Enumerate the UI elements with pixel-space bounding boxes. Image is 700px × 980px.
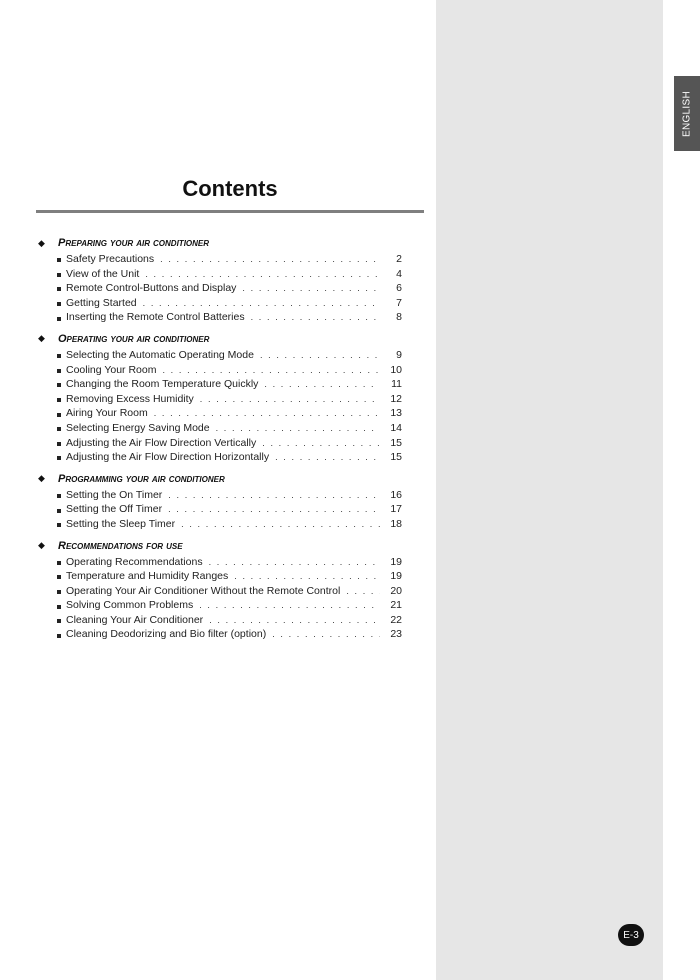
entry-label: Cooling Your Room — [66, 363, 157, 376]
page-title: Contents — [182, 176, 278, 201]
dot-leader — [272, 629, 380, 639]
entry-page: 6 — [396, 282, 402, 295]
toc-section — [38, 539, 402, 644]
entry-page: 19 — [390, 570, 402, 583]
page-number-badge: E-3 — [618, 924, 644, 946]
dot-leader — [275, 452, 380, 462]
entry-label: Operating Recommendations — [66, 555, 203, 568]
title-divider — [36, 210, 424, 213]
dot-leader — [209, 557, 380, 567]
toc-entry[interactable] — [38, 311, 402, 326]
square-bullet-icon — [57, 258, 61, 262]
dot-leader — [216, 423, 380, 433]
diamond-bullet-icon: ◆ — [38, 473, 45, 484]
diamond-bullet-icon: ◆ — [38, 333, 45, 344]
entry-label: Remote Control-Buttons and Display — [66, 282, 237, 295]
entry-page: 15 — [390, 436, 402, 449]
dot-leader — [143, 298, 380, 308]
square-bullet-icon — [57, 494, 61, 498]
entry-page: 18 — [390, 517, 402, 530]
entry-page: 15 — [390, 451, 402, 464]
square-bullet-icon — [57, 575, 61, 579]
toc-entry[interactable] — [38, 407, 402, 422]
toc-entry[interactable] — [38, 364, 402, 379]
square-bullet-icon — [57, 523, 61, 527]
entry-page: 9 — [396, 348, 402, 361]
entry-page: 21 — [390, 599, 402, 612]
square-bullet-icon — [57, 427, 61, 431]
entry-label: Safety Precautions — [66, 253, 155, 265]
section-title: Programming your air conditioner — [58, 472, 225, 485]
toc-entry[interactable] — [38, 349, 402, 364]
entry-page: 23 — [390, 628, 402, 641]
entry-page: 13 — [390, 407, 402, 420]
side-panel — [436, 0, 663, 980]
dot-leader — [168, 504, 380, 514]
diamond-bullet-icon: ◆ — [38, 540, 45, 550]
square-bullet-icon — [57, 287, 61, 291]
dot-leader — [200, 394, 380, 404]
section-heading — [38, 472, 402, 486]
entry-label: Changing the Room Temperature Quickly — [66, 378, 259, 391]
square-bullet-icon — [57, 442, 61, 446]
entry-page: 12 — [390, 392, 402, 405]
square-bullet-icon — [57, 273, 61, 277]
square-bullet-icon — [57, 509, 61, 513]
entry-label: Airing Your Room — [66, 407, 148, 420]
section-title: Preparing your air conditioner — [58, 237, 210, 249]
toc-entry[interactable] — [38, 518, 402, 533]
section-title: Operating your air conditioner — [58, 332, 210, 345]
toc-entry[interactable] — [38, 570, 402, 585]
entry-label: Solving Common Problems — [66, 599, 194, 612]
toc-entry[interactable] — [38, 393, 402, 408]
square-bullet-icon — [57, 561, 61, 565]
entry-page: 4 — [396, 267, 402, 280]
square-bullet-icon — [57, 383, 61, 387]
toc-section — [38, 332, 402, 466]
dot-leader — [260, 350, 380, 360]
dot-leader — [162, 365, 380, 375]
entry-page: 14 — [390, 421, 402, 434]
entry-page: 22 — [390, 613, 402, 626]
section-heading — [38, 332, 402, 346]
entry-label: Setting the On Timer — [66, 488, 163, 501]
entry-page: 10 — [390, 363, 402, 376]
entry-page: 20 — [390, 584, 402, 597]
entry-label: Temperature and Humidity Ranges — [66, 570, 229, 583]
dot-leader — [234, 571, 380, 581]
toc-entry[interactable] — [38, 378, 402, 393]
toc-entry[interactable] — [38, 503, 402, 518]
dot-leader — [160, 254, 380, 264]
entry-page: 17 — [390, 503, 402, 516]
entry-label: View of the Unit — [66, 267, 140, 280]
entry-label: Operating Your Air Conditioner Without the Remote Control — [66, 584, 341, 597]
entry-label: Getting Started — [66, 296, 137, 309]
toc-section — [38, 472, 402, 533]
toc-entry[interactable] — [38, 297, 402, 312]
entry-page: 19 — [390, 555, 402, 568]
dot-leader — [168, 490, 380, 500]
toc-entry[interactable] — [38, 422, 402, 437]
section-title: Recommendations for use — [58, 539, 183, 552]
entry-page: 8 — [396, 311, 402, 324]
square-bullet-icon — [57, 590, 61, 594]
table-of-contents — [38, 236, 402, 649]
toc-entry[interactable] — [38, 556, 402, 571]
dot-leader — [251, 312, 380, 322]
toc-entry[interactable] — [38, 628, 402, 643]
toc-entry[interactable] — [38, 451, 402, 466]
entry-label: Selecting the Automatic Operating Mode — [66, 348, 254, 361]
dot-leader — [346, 586, 380, 596]
toc-entry[interactable] — [38, 599, 402, 614]
square-bullet-icon — [57, 605, 61, 609]
dot-leader — [199, 600, 380, 610]
dot-leader — [262, 438, 380, 448]
square-bullet-icon — [57, 369, 61, 373]
entry-page: 2 — [396, 253, 402, 265]
dot-leader — [154, 408, 380, 418]
toc-entry[interactable] — [38, 253, 402, 268]
dot-leader — [145, 269, 380, 279]
toc-entry[interactable] — [38, 489, 402, 504]
dot-leader — [264, 379, 380, 389]
dot-leader — [242, 283, 380, 293]
toc-entry[interactable] — [38, 585, 402, 600]
square-bullet-icon — [57, 398, 61, 402]
square-bullet-icon — [57, 302, 61, 306]
square-bullet-icon — [57, 634, 61, 638]
entry-label: Adjusting the Air Flow Direction Vertically — [66, 436, 257, 449]
toc-entry[interactable] — [38, 437, 402, 452]
square-bullet-icon — [57, 456, 61, 460]
square-bullet-icon — [57, 354, 61, 358]
entry-page: 7 — [396, 296, 402, 309]
square-bullet-icon — [57, 619, 61, 623]
section-heading — [38, 236, 402, 250]
entry-label: Adjusting the Air Flow Direction Horizontally — [66, 451, 270, 464]
entry-label: Setting the Off Timer — [66, 503, 163, 516]
toc-section — [38, 236, 402, 326]
language-tab[interactable] — [674, 76, 700, 151]
dot-leader — [181, 519, 380, 529]
toc-entry[interactable] — [38, 614, 402, 629]
entry-label: Cleaning Your Air Conditioner — [66, 613, 204, 626]
toc-entry[interactable] — [38, 282, 402, 297]
diamond-bullet-icon: ◆ — [38, 237, 45, 248]
entry-label: Removing Excess Humidity — [66, 392, 194, 405]
entry-label: Inserting the Remote Control Batteries — [66, 311, 245, 324]
toc-entry[interactable] — [38, 268, 402, 283]
entry-label: Selecting Energy Saving Mode — [66, 421, 210, 434]
entry-label: Cleaning Deodorizing and Bio filter (option) — [66, 628, 267, 641]
entry-page: 16 — [390, 488, 402, 501]
square-bullet-icon — [57, 317, 61, 321]
entry-label: Setting the Sleep Timer — [66, 517, 176, 530]
section-heading — [38, 539, 402, 553]
dot-leader — [209, 615, 380, 625]
language-tab-label: ENGLISH — [681, 90, 693, 137]
square-bullet-icon — [57, 413, 61, 417]
entry-page: 11 — [391, 378, 402, 391]
